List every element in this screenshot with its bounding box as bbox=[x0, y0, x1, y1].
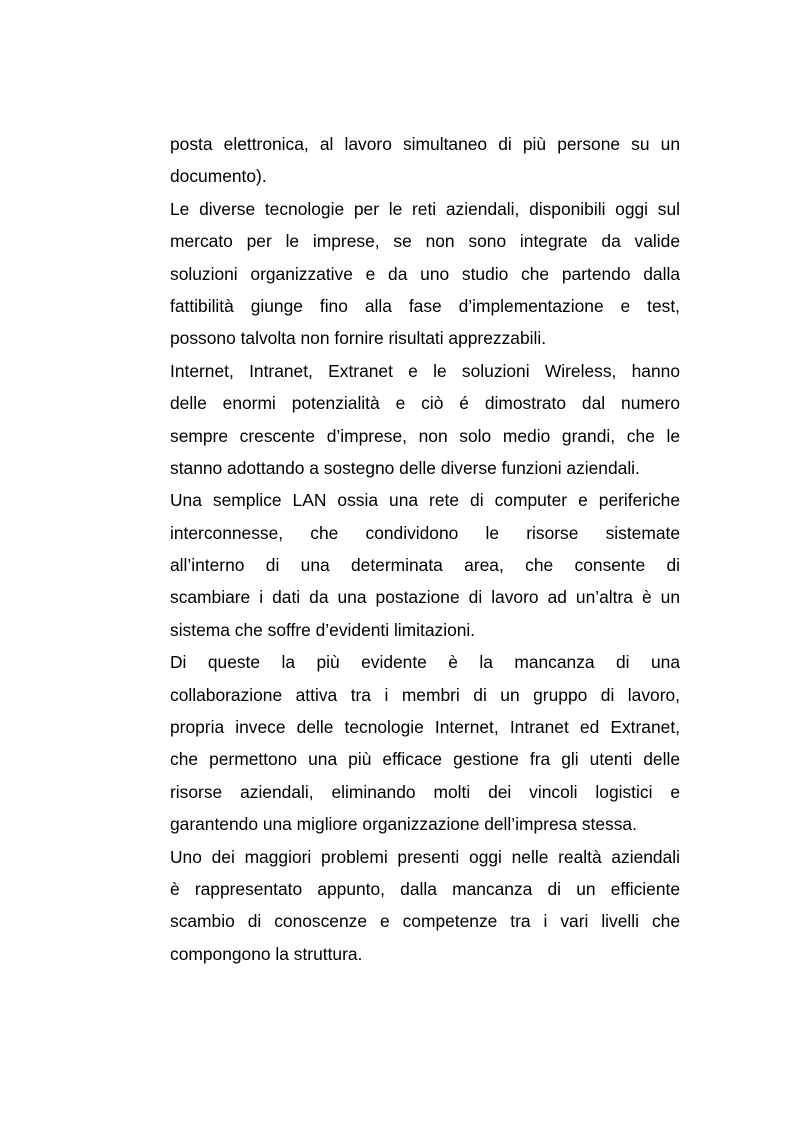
text-line: all’interno di una determinata area, che consente di bbox=[170, 555, 680, 576]
text-line: Internet, Intranet, Extranet e le soluzioni Wireless, hanno bbox=[170, 360, 680, 381]
text-line: Le diverse tecnologie per le reti aziendali, disponibili oggi sul bbox=[170, 198, 680, 219]
text-line: possono talvolta non fornire risultati apprezzabili. bbox=[170, 328, 547, 349]
text-line: scambiare i dati da una postazione di lavoro ad un’altra è un bbox=[170, 587, 680, 608]
text-line: Una semplice LAN ossia una rete di computer e periferiche bbox=[170, 490, 680, 511]
text-line: compongono la struttura. bbox=[170, 943, 363, 964]
text-line: posta elettronica, al lavoro simultaneo di più persone su un bbox=[170, 134, 680, 154]
text-line: stanno adottando a sostegno delle diverse funzioni aziendali. bbox=[170, 457, 640, 478]
text-line: scambio di conoscenze e competenze tra i vari livelli che bbox=[170, 911, 680, 932]
text-line: sempre crescente d’imprese, non solo medio grandi, che le bbox=[170, 425, 680, 446]
text-line: sistema che soffre d’evidenti limitazioni. bbox=[170, 619, 476, 640]
text-line: fattibilità giunge fino alla fase d’implementazione e test, bbox=[170, 295, 680, 316]
text-line: propria invece delle tecnologie Internet, Intranet ed Extranet, bbox=[170, 717, 680, 738]
text-line: risorse aziendali, eliminando molti dei vincoli logistici e bbox=[170, 781, 680, 802]
text-line: garantendo una migliore organizzazione dell’impresa stessa. bbox=[170, 814, 637, 835]
text-line: delle enormi potenzialità e ciò é dimostrato dal numero bbox=[170, 393, 680, 414]
text-line: che permettono una più efficace gestione fra gli utenti delle bbox=[170, 749, 680, 770]
text-line: collaborazione attiva tra i membri di un gruppo di lavoro, bbox=[170, 684, 680, 705]
text-line: documento). bbox=[170, 166, 267, 187]
text-line: Uno dei maggiori problemi presenti oggi nelle realtà aziendali bbox=[170, 846, 680, 867]
body-text bbox=[170, 128, 680, 970]
text-line: interconnesse, che condividono le risorse sistemate bbox=[170, 522, 680, 543]
text-line: è rappresentato appunto, dalla mancanza di un efficiente bbox=[170, 878, 680, 899]
text-line: Di queste la più evidente è la mancanza di una bbox=[170, 652, 680, 673]
text-line: soluzioni organizzative e da uno studio che partendo dalla bbox=[170, 263, 680, 284]
text-line: mercato per le imprese, se non sono integrate da valide bbox=[170, 231, 680, 252]
